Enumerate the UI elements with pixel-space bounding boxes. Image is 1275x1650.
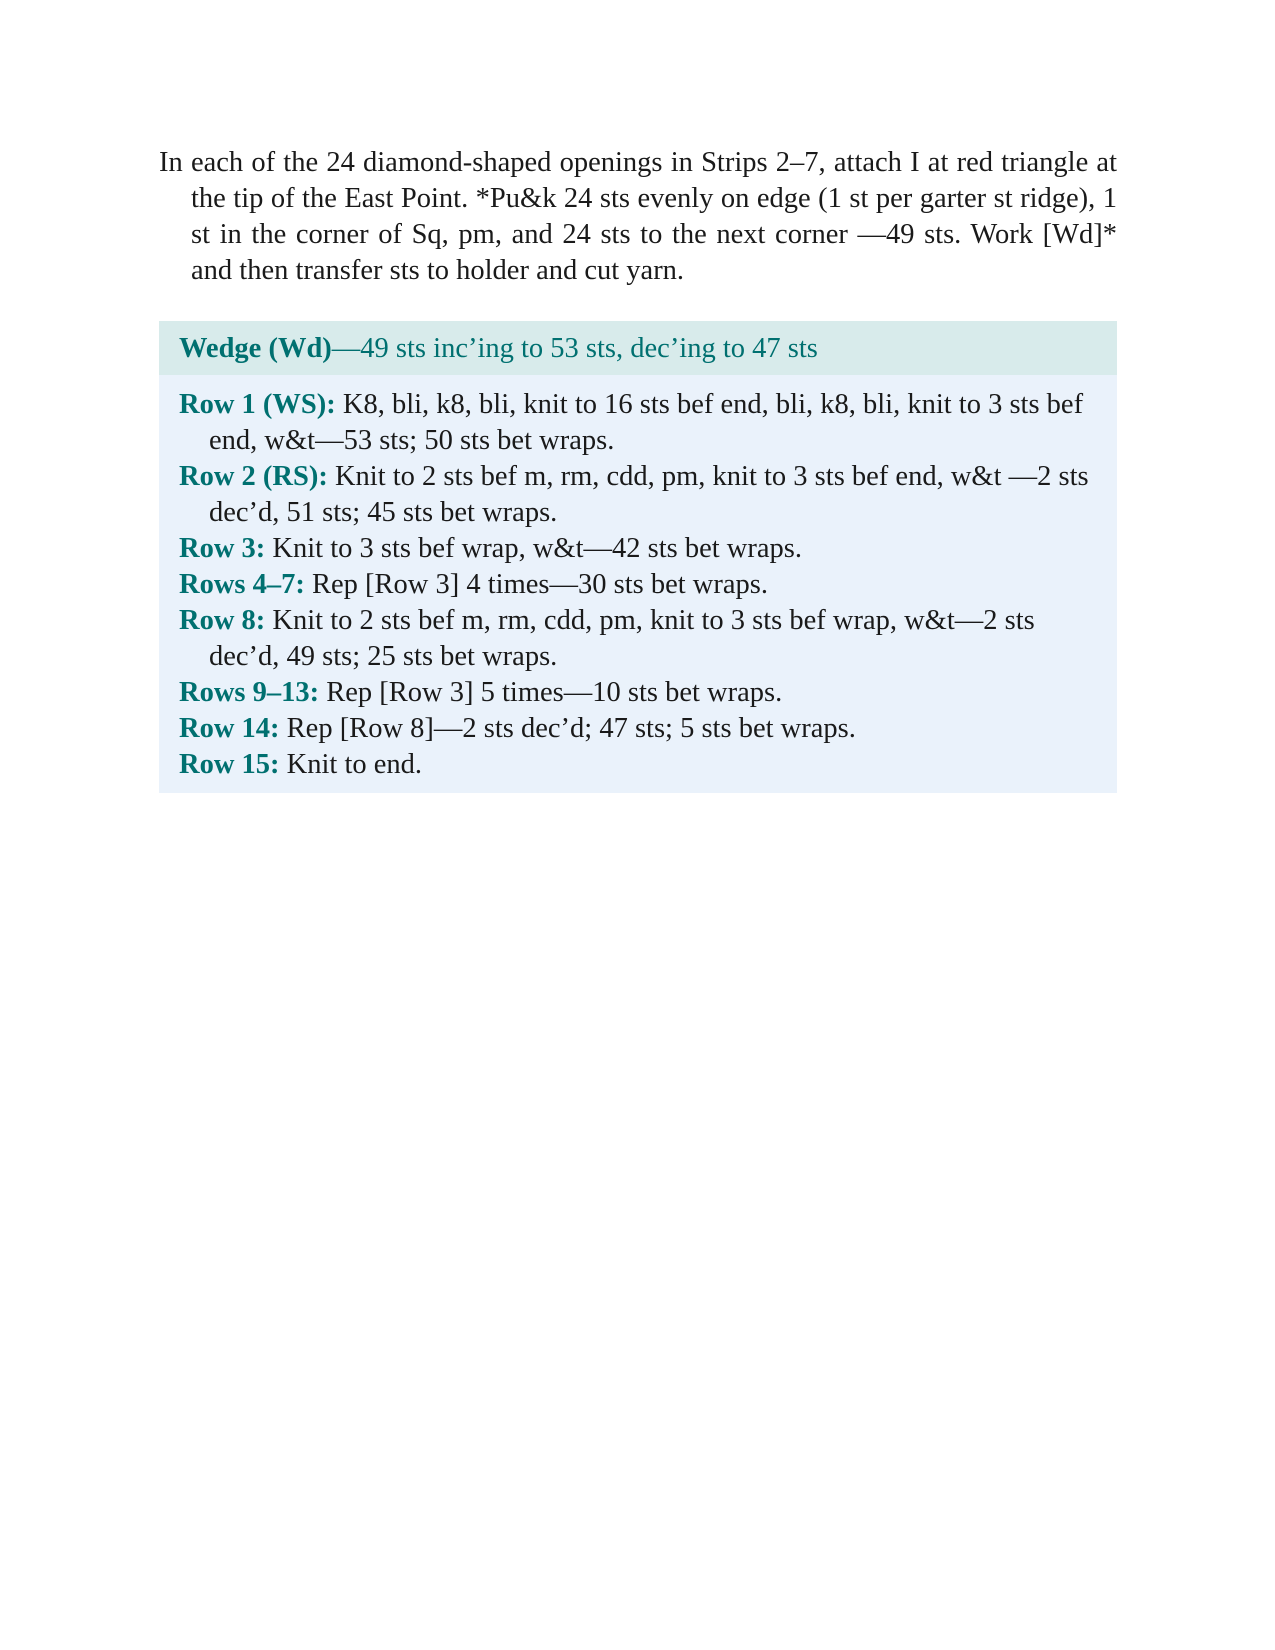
wedge-rows [159, 375, 1117, 793]
row-instruction [179, 459, 1103, 531]
wedge-instructions-box [159, 321, 1117, 793]
row-text: Knit to 2 sts bef m, rm, cdd, pm, knit to 3 sts bef end, w&t —2 sts dec’d, 51 sts; 45 sts bet wraps. [209, 461, 1089, 528]
row-label: Row 15: [179, 749, 280, 780]
row-label: Row 2 (RS): [179, 461, 328, 492]
row-text: K8, bli, k8, bli, knit to 16 sts bef end, bli, k8, bli, knit to 3 sts bef end, w&t—53 sts; 50 sts bet wraps. [209, 389, 1084, 456]
intro-paragraph: In each of the 24 diamond-shaped openings in Strips 2–7, attach I at red triangle at the tip of the East Point. *Pu&k 24 sts evenly on edge (1 st per garter st ridge), 1 st in the corner of Sq, pm, and 24 sts to the next corner —49 sts. Work [Wd]* and then transfer sts to holder and cut yarn. [159, 147, 1117, 286]
wedge-title: Wedge (Wd) [179, 333, 332, 364]
document-page [159, 145, 1117, 793]
row-instruction [179, 531, 1103, 567]
row-text: Knit to 3 sts bef wrap, w&t—42 sts bet wraps. [265, 533, 802, 564]
row-instruction [179, 603, 1103, 675]
row-instruction [179, 567, 1103, 603]
wedge-header [159, 321, 1117, 375]
row-text: Knit to 2 sts bef m, rm, cdd, pm, knit to 3 sts bef wrap, w&t—2 sts dec’d, 49 sts; 25 sts bet wraps. [209, 605, 1035, 672]
row-label: Row 8: [179, 605, 266, 636]
row-label: Row 3: [179, 533, 266, 564]
row-text: Rep [Row 3] 5 times—10 sts bet wraps. [319, 677, 783, 708]
wedge-subtitle: —49 sts inc’ing to 53 sts, dec’ing to 47 sts [331, 333, 818, 364]
row-instruction [179, 747, 1103, 783]
row-text: Rep [Row 8]—2 sts dec’d; 47 sts; 5 sts bet wraps. [279, 713, 856, 744]
row-instruction [179, 387, 1103, 459]
row-label: Row 1 (WS): [179, 389, 336, 420]
row-instruction [179, 675, 1103, 711]
row-label: Rows 9–13: [179, 677, 320, 708]
row-text: Knit to end. [279, 749, 423, 780]
row-label: Rows 4–7: [179, 569, 305, 600]
row-text: Rep [Row 3] 4 times—30 sts bet wraps. [304, 569, 768, 600]
row-label: Row 14: [179, 713, 280, 744]
row-instruction [179, 711, 1103, 747]
